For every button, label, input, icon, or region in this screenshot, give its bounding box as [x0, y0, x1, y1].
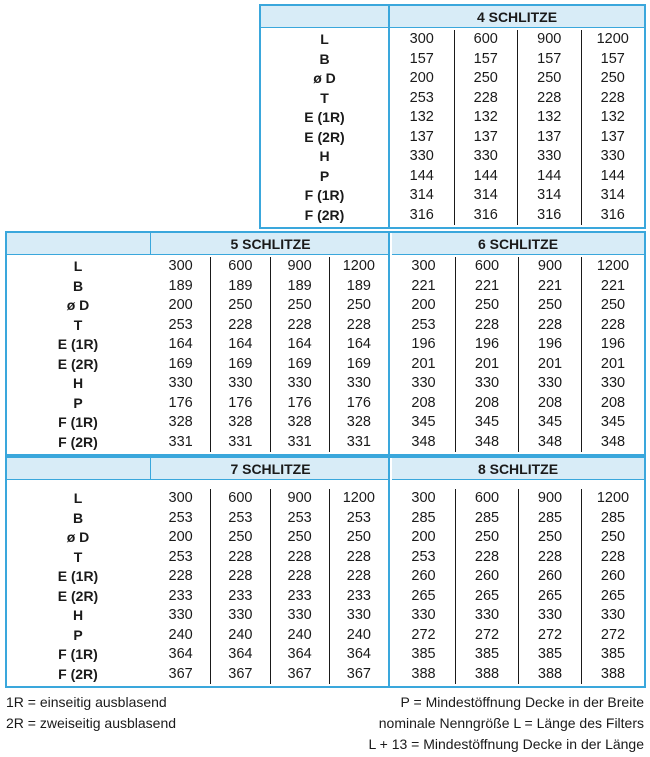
table-cell: 330: [210, 606, 269, 626]
column-value-l: 600: [210, 257, 269, 277]
table-cell: 132: [454, 108, 518, 128]
column-value-l: 300: [409, 31, 434, 47]
row-label: H: [72, 607, 84, 623]
table-cell: 250: [518, 528, 581, 548]
table-cell: 250: [517, 69, 581, 89]
table-cell: 364: [168, 646, 193, 662]
table-cell: 240: [270, 626, 329, 646]
table-cell: 250: [581, 69, 645, 89]
table-cell: 330: [210, 374, 269, 394]
table-cell: 201: [455, 355, 518, 375]
column-value-l: 1200: [581, 257, 644, 277]
table-cell: 196: [518, 335, 581, 355]
table-cell: 385: [455, 645, 518, 665]
legend-note: nominale Nenngröße L = Länge des Filters: [378, 715, 644, 731]
table-cell: 385: [581, 645, 644, 665]
column-value-l: 900: [518, 489, 581, 509]
table-cell: 189: [329, 277, 388, 297]
row-labels: [7, 257, 149, 452]
row-label: F (1R): [58, 646, 98, 662]
row-label: P: [73, 626, 83, 643]
table-cell: 228: [455, 316, 518, 336]
column-value-l: 1200: [329, 257, 388, 277]
table-title-4-schlitze: 4 SCHLITZE: [390, 6, 644, 28]
legend-notes-right: [368, 694, 644, 757]
table-cell: 233: [270, 587, 329, 607]
table-cell: 164: [329, 335, 388, 355]
row-label: F (2R): [58, 433, 98, 450]
table-cell: 253: [409, 89, 434, 106]
table-cell: 169: [329, 355, 388, 375]
table-cell: 345: [581, 413, 644, 433]
table-cell: 348: [581, 433, 644, 453]
table-cell: 330: [329, 606, 388, 626]
table-cell: 265: [455, 587, 518, 607]
table-cell: 330: [518, 606, 581, 626]
table-cell: 132: [517, 108, 581, 128]
legend-note: P = Mindestöffnung Decke in der Breite: [400, 694, 644, 710]
table-cell: 388: [411, 665, 436, 682]
row-label: L: [73, 258, 83, 274]
table-cell: 250: [210, 296, 269, 316]
table-cell: 228: [270, 548, 329, 568]
table-cell: 137: [409, 128, 434, 145]
table-cell: 228: [329, 316, 388, 336]
table-cell: 285: [581, 509, 644, 529]
table-cell: 314: [517, 186, 581, 206]
table-cell: 164: [168, 336, 193, 352]
table-cell: 250: [210, 528, 269, 548]
row-label: L: [320, 31, 329, 47]
column-value-l: 900: [518, 257, 581, 277]
row-label: F (2R): [58, 665, 98, 682]
row-label: E (1R): [57, 336, 99, 352]
column-value-l: 1200: [581, 489, 644, 509]
table-cell: 253: [329, 509, 388, 529]
table-cell: 176: [168, 394, 193, 411]
row-label: L: [73, 490, 83, 506]
table-cell: 316: [581, 206, 645, 226]
table-cell: 228: [329, 567, 388, 587]
table-cell: 144: [454, 167, 518, 187]
table-cell: 328: [329, 413, 388, 433]
table-cell: 228: [270, 567, 329, 587]
table-title-8-schlitze: 8 SCHLITZE: [392, 458, 644, 480]
column-value-l: 1200: [329, 489, 388, 509]
column-value-l: 900: [517, 30, 581, 50]
table-cell: 250: [518, 296, 581, 316]
table-cell: 385: [518, 645, 581, 665]
table-cell: 228: [454, 89, 518, 109]
table-cell: 330: [411, 607, 436, 623]
table-title-5-schlitze: 5 SCHLITZE: [151, 233, 390, 255]
table-cell: 272: [581, 626, 644, 646]
table-cell: 144: [517, 167, 581, 187]
table-cell: 137: [517, 128, 581, 148]
row-label: ø D: [66, 529, 90, 545]
table-cell: 260: [455, 567, 518, 587]
table-cell: 388: [518, 665, 581, 685]
table-cell: 328: [168, 414, 193, 430]
table-cell: 314: [409, 187, 434, 203]
table-cell: 330: [329, 374, 388, 394]
row-label: E (2R): [57, 587, 99, 604]
table-cell: 253: [411, 316, 436, 333]
table-cell: 330: [581, 374, 644, 394]
row-label: T: [320, 89, 329, 106]
table-cell: 201: [518, 355, 581, 375]
table-cell: 388: [455, 665, 518, 685]
column-value-l: 600: [455, 489, 518, 509]
table-cell: 132: [581, 108, 645, 128]
table-cell: 331: [168, 433, 193, 450]
table-cell: 201: [411, 355, 436, 372]
table-cell: 331: [210, 433, 269, 453]
table-cell: 196: [411, 336, 436, 352]
panel-header-blank: [261, 6, 390, 28]
table-cell: 348: [455, 433, 518, 453]
row-label: B: [72, 277, 84, 294]
table-cell: 265: [518, 587, 581, 607]
table-cell: 228: [518, 548, 581, 568]
table-cell: 221: [581, 277, 644, 297]
table-cell: 348: [411, 433, 436, 450]
row-label: F (2R): [304, 206, 345, 223]
table-cell: 228: [168, 568, 193, 584]
column-value-l: 300: [411, 258, 436, 274]
table-cell: 228: [518, 316, 581, 336]
table-cell: 260: [581, 567, 644, 587]
table-cell: 330: [455, 606, 518, 626]
column-value-l: 300: [168, 490, 193, 506]
table-cell: 250: [581, 528, 644, 548]
table-cell: 330: [581, 606, 644, 626]
panel-header-blank: [7, 233, 151, 255]
table-cell: 328: [270, 413, 329, 433]
row-label: B: [72, 509, 84, 526]
row-label: ø D: [313, 70, 336, 86]
table-cell: 314: [581, 186, 645, 206]
panel-divider: [388, 458, 390, 686]
table-cell: 137: [581, 128, 645, 148]
table-cell: 367: [168, 665, 193, 682]
table-cell: 189: [168, 277, 193, 294]
table-cell: 240: [210, 626, 269, 646]
table-title-6-schlitze: 6 SCHLITZE: [392, 233, 644, 255]
row-label: E (1R): [57, 568, 99, 584]
table-cell: 228: [329, 548, 388, 568]
table-cell: 330: [411, 375, 436, 391]
table-cell: 208: [411, 394, 436, 411]
table-cell: 200: [411, 529, 436, 545]
table-cell: 330: [518, 374, 581, 394]
table-cell: 240: [168, 626, 193, 643]
table-cell: 228: [270, 316, 329, 336]
table-cell: 330: [270, 606, 329, 626]
table-cell: 285: [518, 509, 581, 529]
column-value-l: 600: [210, 489, 269, 509]
table-cell: 345: [411, 414, 436, 430]
table-cell: 272: [455, 626, 518, 646]
table-cell: 250: [329, 528, 388, 548]
column-value-l: 1200: [581, 30, 645, 50]
table-cell: 364: [270, 645, 329, 665]
table-cell: 330: [454, 147, 518, 167]
value-grid: [392, 257, 644, 452]
table-cell: 169: [270, 355, 329, 375]
table-cell: 260: [411, 568, 436, 584]
table-cell: 228: [581, 89, 645, 109]
table-cell: 265: [411, 587, 436, 604]
table-cell: 228: [210, 548, 269, 568]
table-cell: 233: [329, 587, 388, 607]
table-cell: 316: [409, 206, 434, 223]
table-cell: 208: [455, 394, 518, 414]
column-value-l: 300: [168, 258, 193, 274]
row-label: P: [319, 167, 330, 184]
table-cell: 330: [455, 374, 518, 394]
table-cell: 250: [329, 296, 388, 316]
table-cell: 200: [168, 297, 193, 313]
table-cell: 176: [210, 394, 269, 414]
value-grid: [392, 489, 644, 684]
column-value-l: 300: [411, 490, 436, 506]
table-cell: 285: [455, 509, 518, 529]
table-cell: 221: [455, 277, 518, 297]
table-cell: 330: [517, 147, 581, 167]
row-labels: [7, 489, 149, 684]
value-grid: [151, 257, 388, 452]
panel-header-blank: [7, 458, 151, 480]
table-cell: 250: [455, 296, 518, 316]
table-cell: 316: [454, 206, 518, 226]
column-value-l: 600: [454, 30, 518, 50]
table-cell: 330: [168, 607, 193, 623]
table-cell: 253: [270, 509, 329, 529]
table-cell: 250: [270, 528, 329, 548]
row-label: B: [319, 50, 330, 67]
row-label: H: [319, 148, 330, 164]
legend-note: 1R = einseitig ausblasend: [6, 694, 167, 710]
table-title-7-schlitze: 7 SCHLITZE: [151, 458, 390, 480]
panel-7-8-schlitze: [5, 456, 646, 688]
table-cell: 367: [210, 665, 269, 685]
table-cell: 364: [329, 645, 388, 665]
table-cell: 367: [270, 665, 329, 685]
table-cell: 316: [517, 206, 581, 226]
table-cell: 200: [168, 529, 193, 545]
table-cell: 385: [411, 646, 436, 662]
table-cell: 201: [581, 355, 644, 375]
table-cell: 250: [270, 296, 329, 316]
table-cell: 253: [168, 316, 193, 333]
panel-5-6-schlitze: [5, 231, 646, 456]
table-cell: 260: [518, 567, 581, 587]
legend-notes-left: [6, 694, 176, 736]
table-cell: 169: [168, 355, 193, 372]
table-cell: 221: [518, 277, 581, 297]
table-cell: 208: [518, 394, 581, 414]
table-cell: 330: [270, 374, 329, 394]
table-cell: 228: [517, 89, 581, 109]
table-cell: 200: [409, 70, 434, 86]
table-cell: 196: [581, 335, 644, 355]
table-cell: 169: [210, 355, 269, 375]
table-cell: 364: [210, 645, 269, 665]
table-cell: 367: [329, 665, 388, 685]
row-label: E (2R): [57, 355, 99, 372]
row-label: E (2R): [304, 128, 345, 145]
panel-4-schlitze: [259, 4, 646, 229]
table-cell: 345: [518, 413, 581, 433]
table-cell: 228: [581, 548, 644, 568]
table-cell: 228: [581, 316, 644, 336]
table-cell: 331: [270, 433, 329, 453]
table-cell: 233: [168, 587, 193, 604]
table-cell: 348: [518, 433, 581, 453]
value-grid: [390, 30, 644, 225]
legend-note: L + 13 = Mindestöffnung Decke in der Länge: [368, 736, 644, 752]
table-cell: 189: [270, 277, 329, 297]
table-cell: 314: [454, 186, 518, 206]
table-cell: 132: [409, 109, 434, 125]
row-label: F (1R): [58, 414, 98, 430]
table-cell: 144: [409, 167, 434, 184]
table-cell: 164: [270, 335, 329, 355]
table-cell: 250: [581, 296, 644, 316]
table-cell: 157: [409, 50, 434, 67]
table-cell: 253: [168, 548, 193, 565]
table-cell: 285: [411, 509, 436, 526]
table-cell: 221: [411, 277, 436, 294]
table-cell: 228: [455, 548, 518, 568]
table-cell: 137: [454, 128, 518, 148]
table-cell: 272: [411, 626, 436, 643]
table-cell: 176: [329, 394, 388, 414]
table-cell: 196: [455, 335, 518, 355]
table-cell: 253: [210, 509, 269, 529]
table-cell: 331: [329, 433, 388, 453]
row-label: P: [73, 394, 83, 411]
table-cell: 272: [518, 626, 581, 646]
legend-note: 2R = zweiseitig ausblasend: [6, 715, 177, 731]
column-value-l: 900: [270, 489, 329, 509]
table-cell: 157: [454, 50, 518, 70]
table-cell: 240: [329, 626, 388, 646]
table-cell: 345: [455, 413, 518, 433]
row-label: F (1R): [304, 187, 345, 203]
table-cell: 208: [581, 394, 644, 414]
row-label: T: [73, 316, 83, 333]
row-label: E (1R): [304, 109, 345, 125]
table-cell: 189: [210, 277, 269, 297]
table-cell: 250: [455, 528, 518, 548]
column-value-l: 600: [455, 257, 518, 277]
table-cell: 250: [454, 69, 518, 89]
table-cell: 330: [409, 148, 434, 164]
table-cell: 157: [517, 50, 581, 70]
table-cell: 253: [168, 509, 193, 526]
table-cell: 388: [581, 665, 644, 685]
table-cell: 233: [210, 587, 269, 607]
table-cell: 330: [168, 375, 193, 391]
row-label: T: [73, 548, 83, 565]
value-grid: [151, 489, 388, 684]
row-labels: [261, 30, 388, 225]
row-label: ø D: [66, 297, 90, 313]
row-label: H: [72, 375, 84, 391]
table-cell: 228: [210, 567, 269, 587]
table-cell: 228: [210, 316, 269, 336]
table-cell: 330: [581, 147, 645, 167]
column-value-l: 900: [270, 257, 329, 277]
table-cell: 265: [581, 587, 644, 607]
table-cell: 253: [411, 548, 436, 565]
table-cell: 164: [210, 335, 269, 355]
table-cell: 328: [210, 413, 269, 433]
panel-divider: [388, 233, 390, 454]
table-cell: 200: [411, 297, 436, 313]
table-cell: 144: [581, 167, 645, 187]
table-cell: 157: [581, 50, 645, 70]
table-cell: 176: [270, 394, 329, 414]
